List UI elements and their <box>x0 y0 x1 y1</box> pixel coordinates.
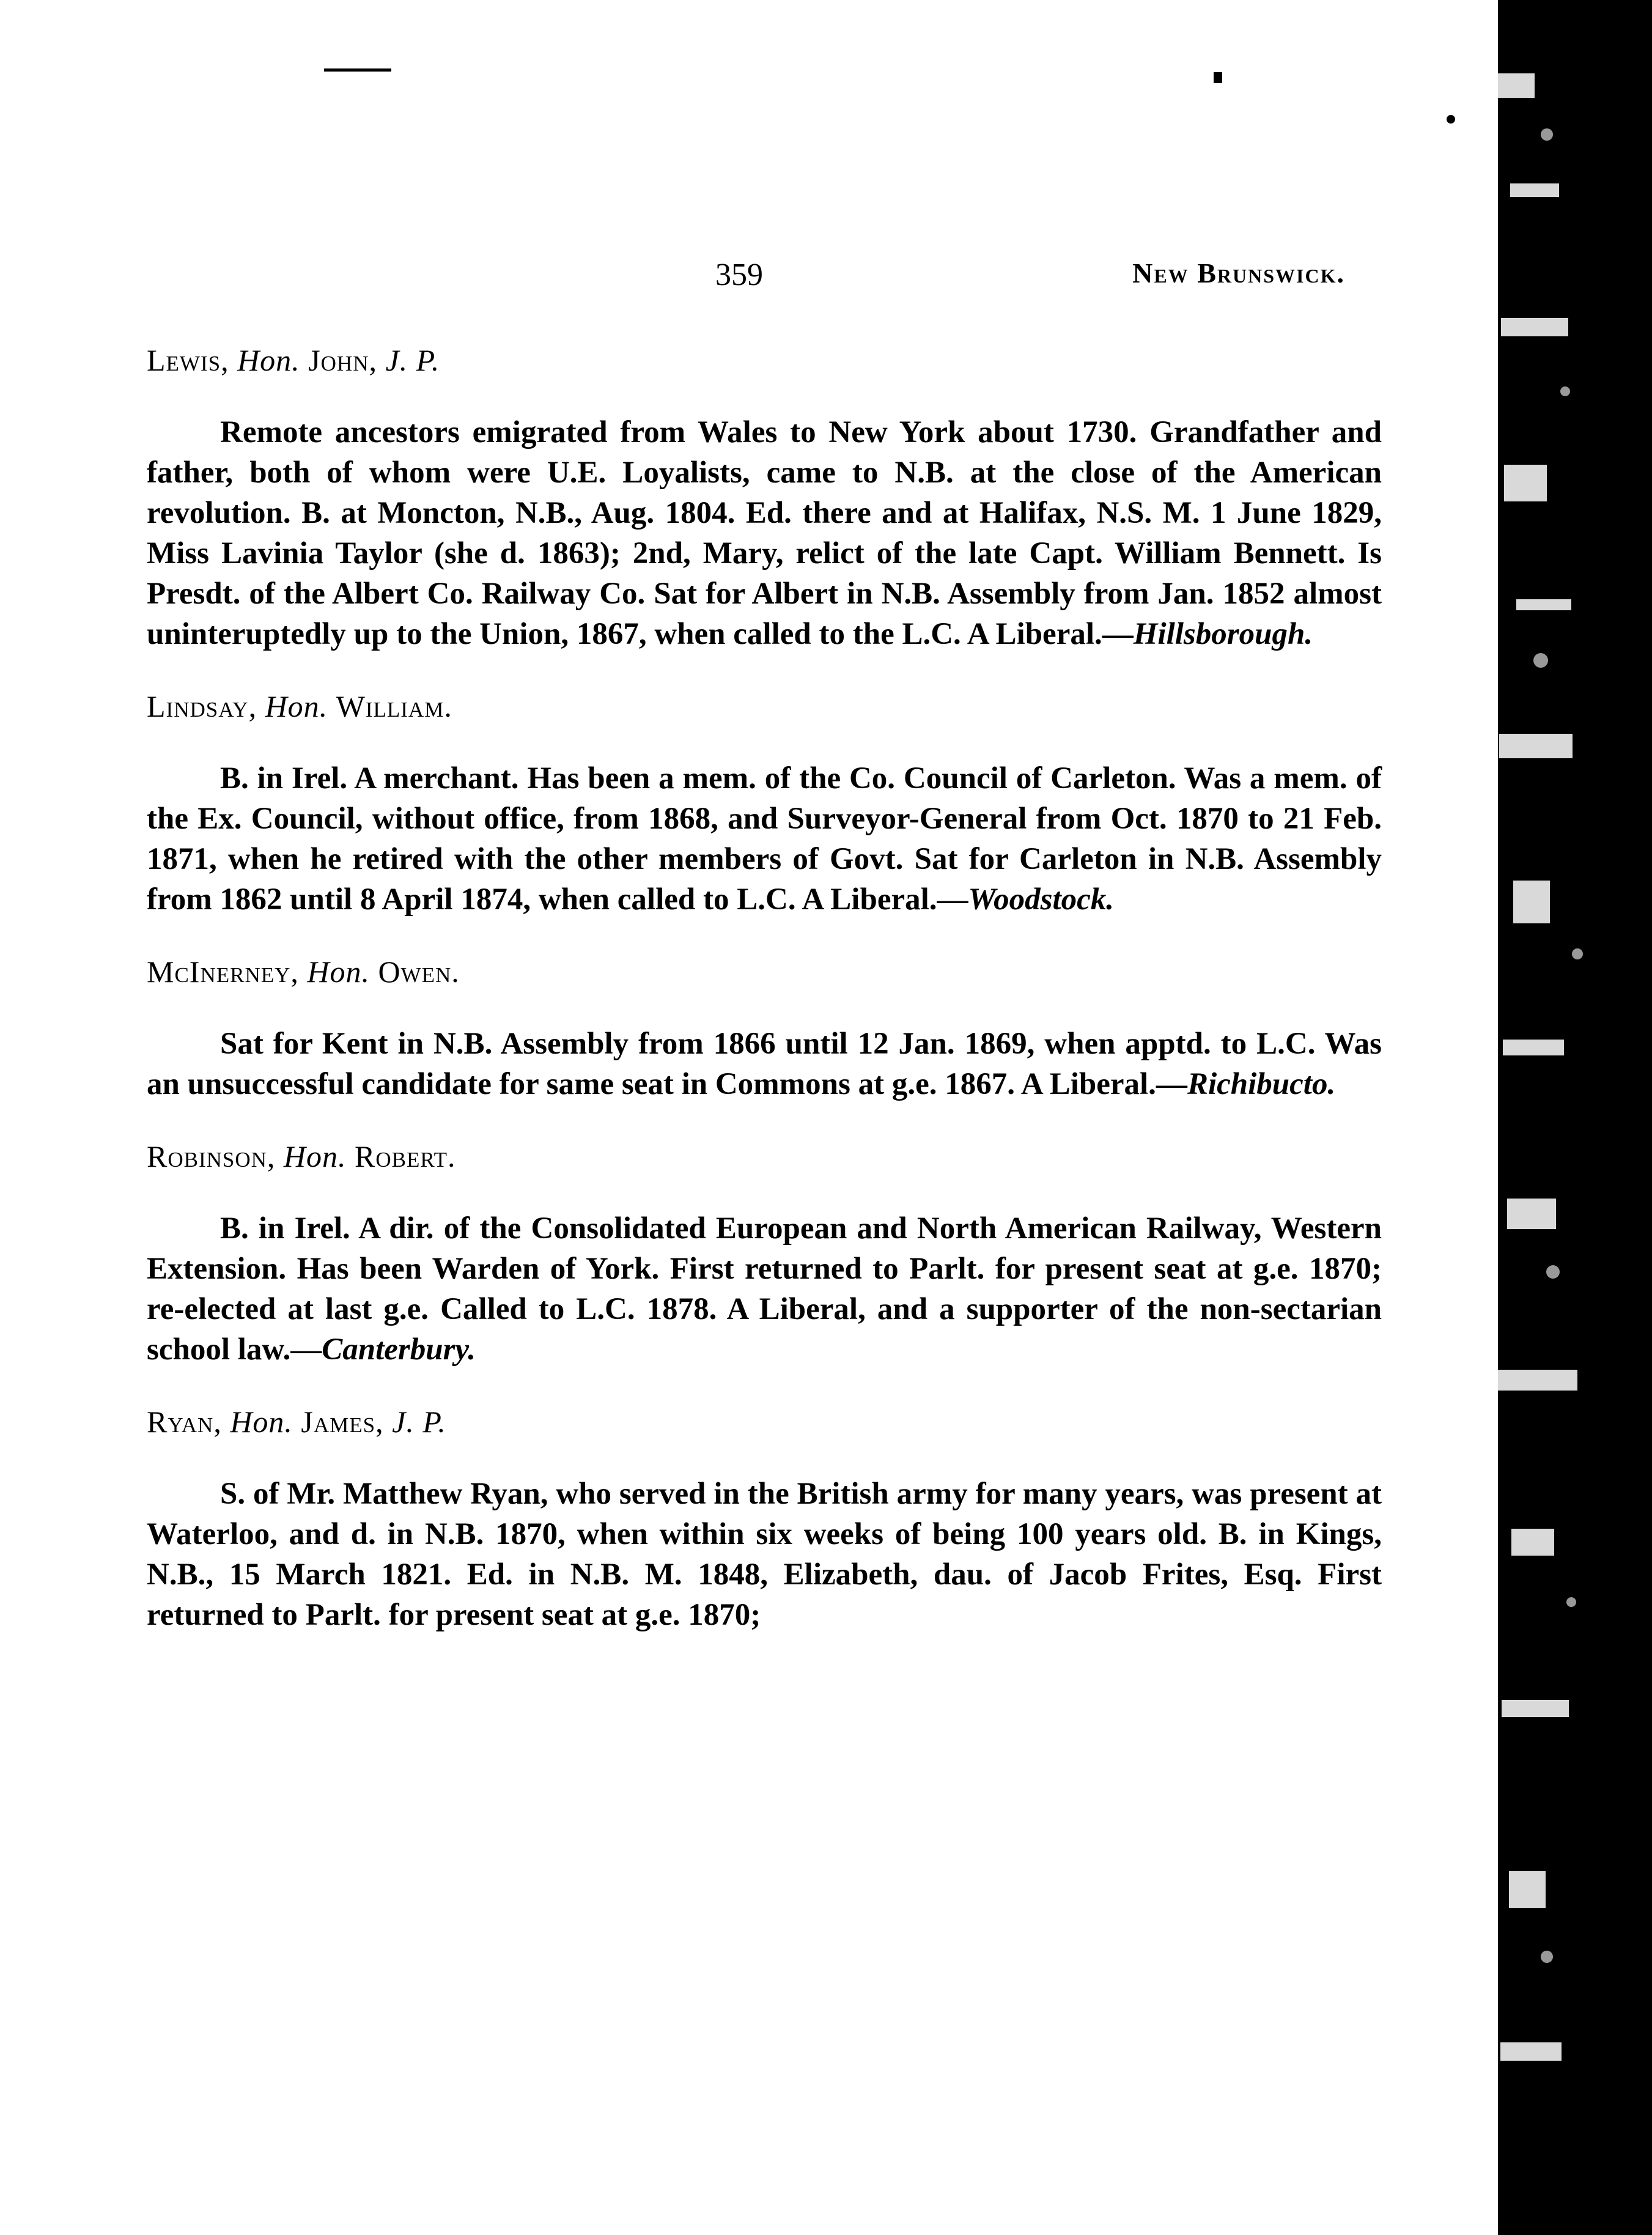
entry-surname: Ryan <box>147 1405 214 1439</box>
entry-honorific: Hon. <box>283 1139 347 1173</box>
entry-heading: Robinson, Hon. Robert. <box>147 1139 456 1173</box>
entry-honorific: Hon. <box>230 1405 293 1439</box>
entry-given-name: Robert. <box>355 1139 456 1173</box>
entry-body <box>147 1024 1382 1104</box>
entry-honorific: Hon. <box>237 343 300 377</box>
entry-lindsay <box>147 689 1382 920</box>
scan-mark <box>1214 72 1222 83</box>
entry-residence: Richibucto. <box>1187 1067 1336 1101</box>
entry-mcinerney <box>147 954 1382 1104</box>
entry-robinson <box>147 1139 1382 1370</box>
entry-honorific: Hon. <box>265 689 328 723</box>
entry-given-name: William. <box>336 689 452 723</box>
entry-given-name: Owen. <box>378 955 460 989</box>
running-head: New Brunswick. <box>1132 257 1345 289</box>
entry-surname: McInerney <box>147 955 291 989</box>
entry-body-text: B. in Irel. A dir. of the Consolidated European and North American Railway, Western Extension. Has been Warden of York. First returned to Parlt. for present seat at g.e. 1870; re-elected at last g.e. Called to L.C. 1878. A Liberal, and a supporter of the non-sectarian school law.— <box>147 1211 1382 1367</box>
entry-heading: Ryan, Hon. James, J. P. <box>147 1405 446 1439</box>
entry-body <box>147 758 1382 920</box>
entry-body <box>147 1208 1382 1370</box>
entry-body-text: Sat for Kent in N.B. Assembly from 1866 until 12 Jan. 1869, when apptd. to L.C. Was an unsuccessful candidate for same seat in Commons at g.e. 1867. A Liberal.— <box>147 1027 1382 1101</box>
page-number: 359 <box>715 257 763 292</box>
entry-heading: Lewis, Hon. John, J. P. <box>147 343 440 377</box>
scan-edge-noise <box>1455 0 1652 2235</box>
entry-ryan <box>147 1404 1382 1635</box>
entry-body-text: Remote ancestors emigrated from Wales to New York about 1730. Grandfather and father, both of whom were U.E. Loyalists, came to N.B. at the close of the American revolution. B. at Moncton, N.B., Aug. 1804. Ed. there and at Halifax, N.S. M. 1 June 1829, Miss Lavinia Taylor (she d. 1863); 2nd, Mary, relict of the late Capt. William Bennett. Is Presdt. of the Albert Co. Railway Co. Sat for Albert in N.B. Assembly from Jan. 1852 almost uninteruptedly up to the Union, 1867, when called to the L.C. A Liberal.— <box>147 415 1382 651</box>
entry-body-text: B. in Irel. A merchant. Has been a mem. of the Co. Council of Carleton. Was a mem. of the Ex. Council, without office, from 1868, and Surveyor-General from Oct. 1870 to 21 Feb. 1871, when he retired with the other members of Govt. Sat for Carleton in N.B. Assembly from 1862 until 8 April 1874, when called to L.C. A Liberal.— <box>147 761 1382 917</box>
entry-heading: Lindsay, Hon. William. <box>147 689 452 723</box>
entry-postnominal: J. P. <box>385 343 440 377</box>
entry-postnominal: J. P. <box>392 1405 446 1439</box>
entry-given-name: James <box>301 1405 376 1439</box>
entry-surname: Lewis <box>147 343 221 377</box>
entry-residence: Canterbury. <box>322 1332 476 1367</box>
entry-body <box>147 412 1382 654</box>
entry-residence: Hillsborough. <box>1133 617 1313 651</box>
entry-honorific: Hon. <box>307 955 370 989</box>
entry-body-text: S. of Mr. Matthew Ryan, who served in the British army for many years, was present at Waterloo, and d. in N.B. 1870, when within six weeks of being 100 years old. B. in Kings, N.B., 15 March 1821. Ed. in N.B. M. 1848, Elizabeth, dau. of Jacob Frites, Esq. First returned to Parlt. for present seat at g.e. 1870; <box>147 1477 1382 1632</box>
scan-mark <box>324 68 391 72</box>
entry-residence: Woodstock. <box>968 882 1114 917</box>
entry-lewis <box>147 342 1382 654</box>
scan-mark <box>1447 115 1455 124</box>
page-header <box>147 257 1382 306</box>
entry-given-name: John <box>308 343 369 377</box>
text-block <box>147 257 1382 1669</box>
entry-heading: McInerney, Hon. Owen. <box>147 955 460 989</box>
entry-body <box>147 1474 1382 1635</box>
entry-surname: Robinson <box>147 1139 267 1173</box>
entry-surname: Lindsay <box>147 689 249 723</box>
